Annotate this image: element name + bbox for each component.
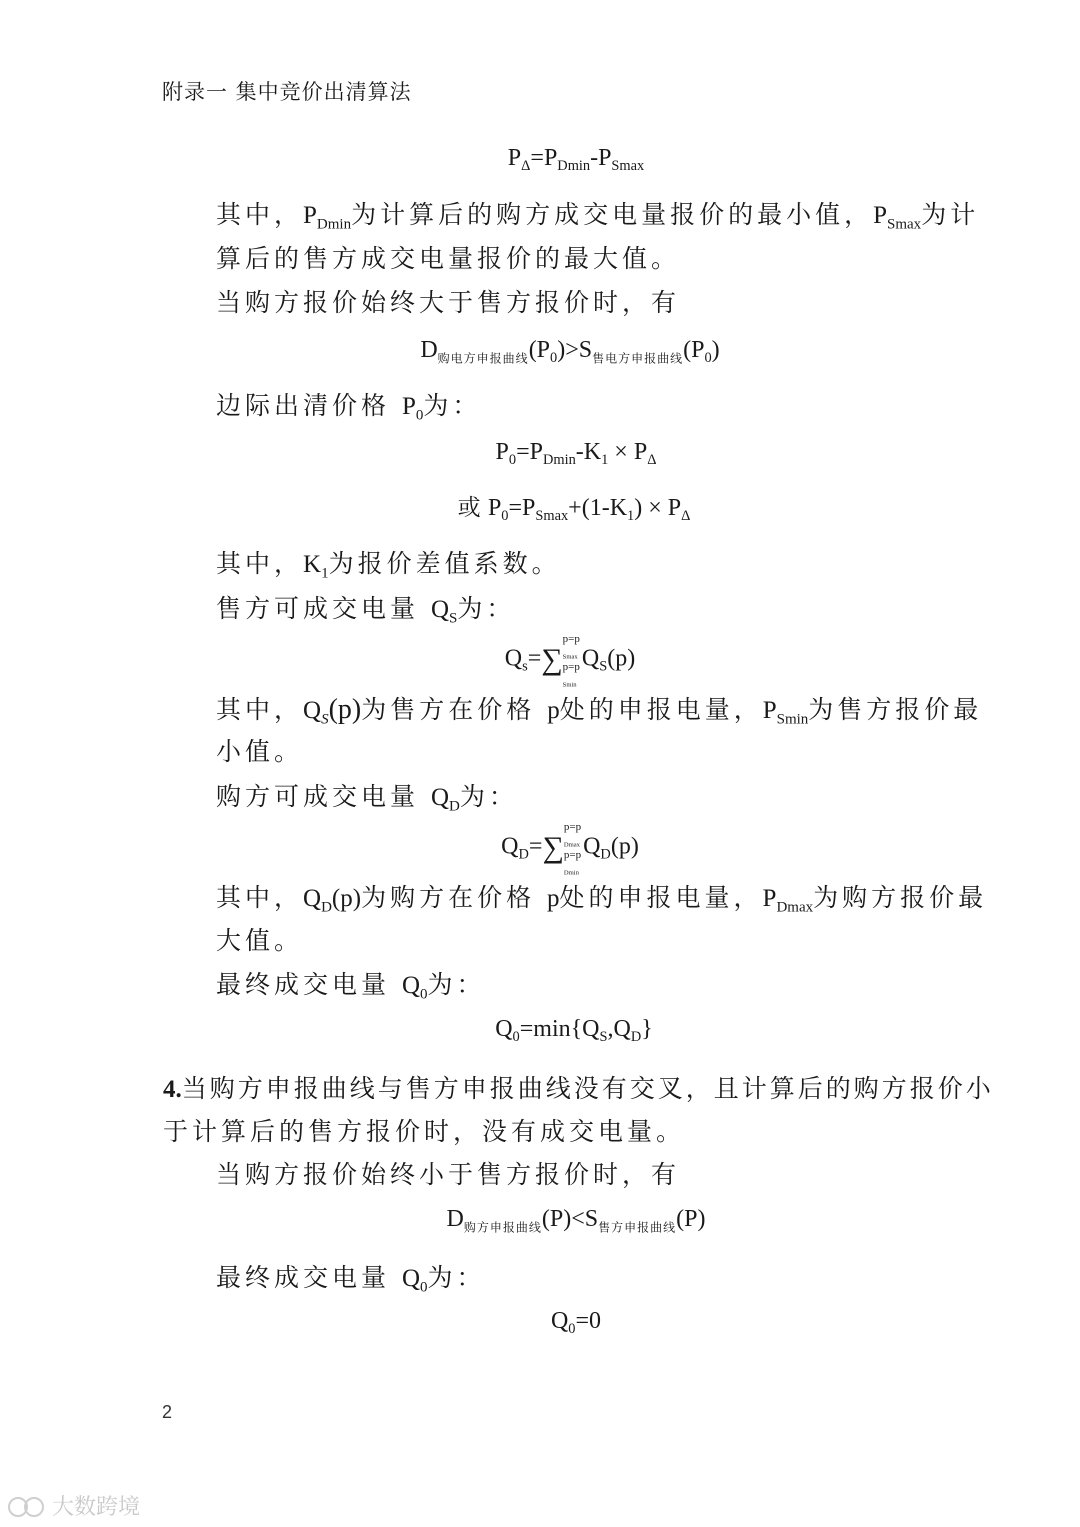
equation-qs-sum: $Q_s=\sum$ p=p $_{Smax}$ p=p $_{Smin}$ $Q_S(p)$ [504,633,636,689]
equation-q0-zero: $Q_0=0$ [550,1308,602,1338]
paragraph-buyer-less: 当购方报价始终小于售方报价时，有 [216,1160,681,1189]
logo-icon [8,1495,46,1517]
paragraph-section-4-line2: 于计算后的售方报价时，没有成交电量。 [163,1117,686,1146]
paragraph-pdmin-definition-line2: 算后的售方成交电量报价的最大值。 [216,244,681,273]
equation-demand-less-supply: $D_{购方申报曲线}(P)<S_{售方申报曲线}(P)$ [446,1206,706,1235]
paragraph-qd-definition-line2: 大值。 [216,926,304,955]
paragraph-buyer-quantity: 购方可成交电量 $Q_D$为： [216,782,518,815]
paragraph-seller-quantity: 售方可成交电量 $Q_S$为： [216,594,516,627]
equation-p0-from-smax: 或 $P_0=P_{Smax}+(1-K_1) \times P_\Delta$ [457,495,691,525]
page-header: 附录一 集中竞价出清算法 [162,80,412,104]
paragraph-qs-definition: 其中，$Q_S(p)$为售方在价格 p处的申报电量，$P_{Smin}$为售方报价最 [216,694,983,728]
paragraph-marginal-price: 边际出清价格 $P_0$为： [216,391,482,424]
paragraph-buyer-greater: 当购方报价始终大于售方报价时，有 [216,288,681,317]
equation-q0-min: $Q_0=\min\{Q_S,Q_D\}$ [495,1016,653,1046]
paragraph-final-quantity-zero: 最终成交电量 $Q_0$为： [216,1263,486,1296]
equation-demand-greater-supply: $D_{购电方申报曲线}(P_0)>S_{售电方申报曲线}(P_0)$ [420,337,720,367]
paragraph-k1-definition: 其中，$K_1$为报价差值系数。 [216,549,561,582]
paragraph-section-4: 4.当购方申报曲线与售方申报曲线没有交叉，且计算后的购方报价小 [163,1074,994,1103]
equation-p-delta: $P_\Delta=P_{Dmin}-P_{Smax}$ [507,145,645,175]
paragraph-pdmin-definition: 其中，$P_{Dmin}$为计算后的购方成交电量报价的最小值，$P_{Smax}$为计 [216,200,980,233]
paragraph-qs-definition-line2: 小值。 [216,737,304,766]
page-number: 2 [162,1402,173,1422]
equation-qd-sum: $Q_D=\sum$ p=p $_{Dmax}$ p=p $_{Dmin}$ $Q_D(p)$ [501,821,639,877]
paragraph-qd-definition: 其中，$Q_D(p)$为购方在价格 p处的申报电量，$P_{Dmax}$为购方报价最 [216,883,988,916]
watermark [8,1490,140,1521]
equation-p0-from-dmin: $P_0=P_{Dmin}-K_1 \times P_\Delta$ [495,439,657,469]
watermark-text: 大数跨境 [52,1495,141,1520]
paragraph-final-quantity: 最终成交电量 $Q_0$为： [216,970,486,1003]
